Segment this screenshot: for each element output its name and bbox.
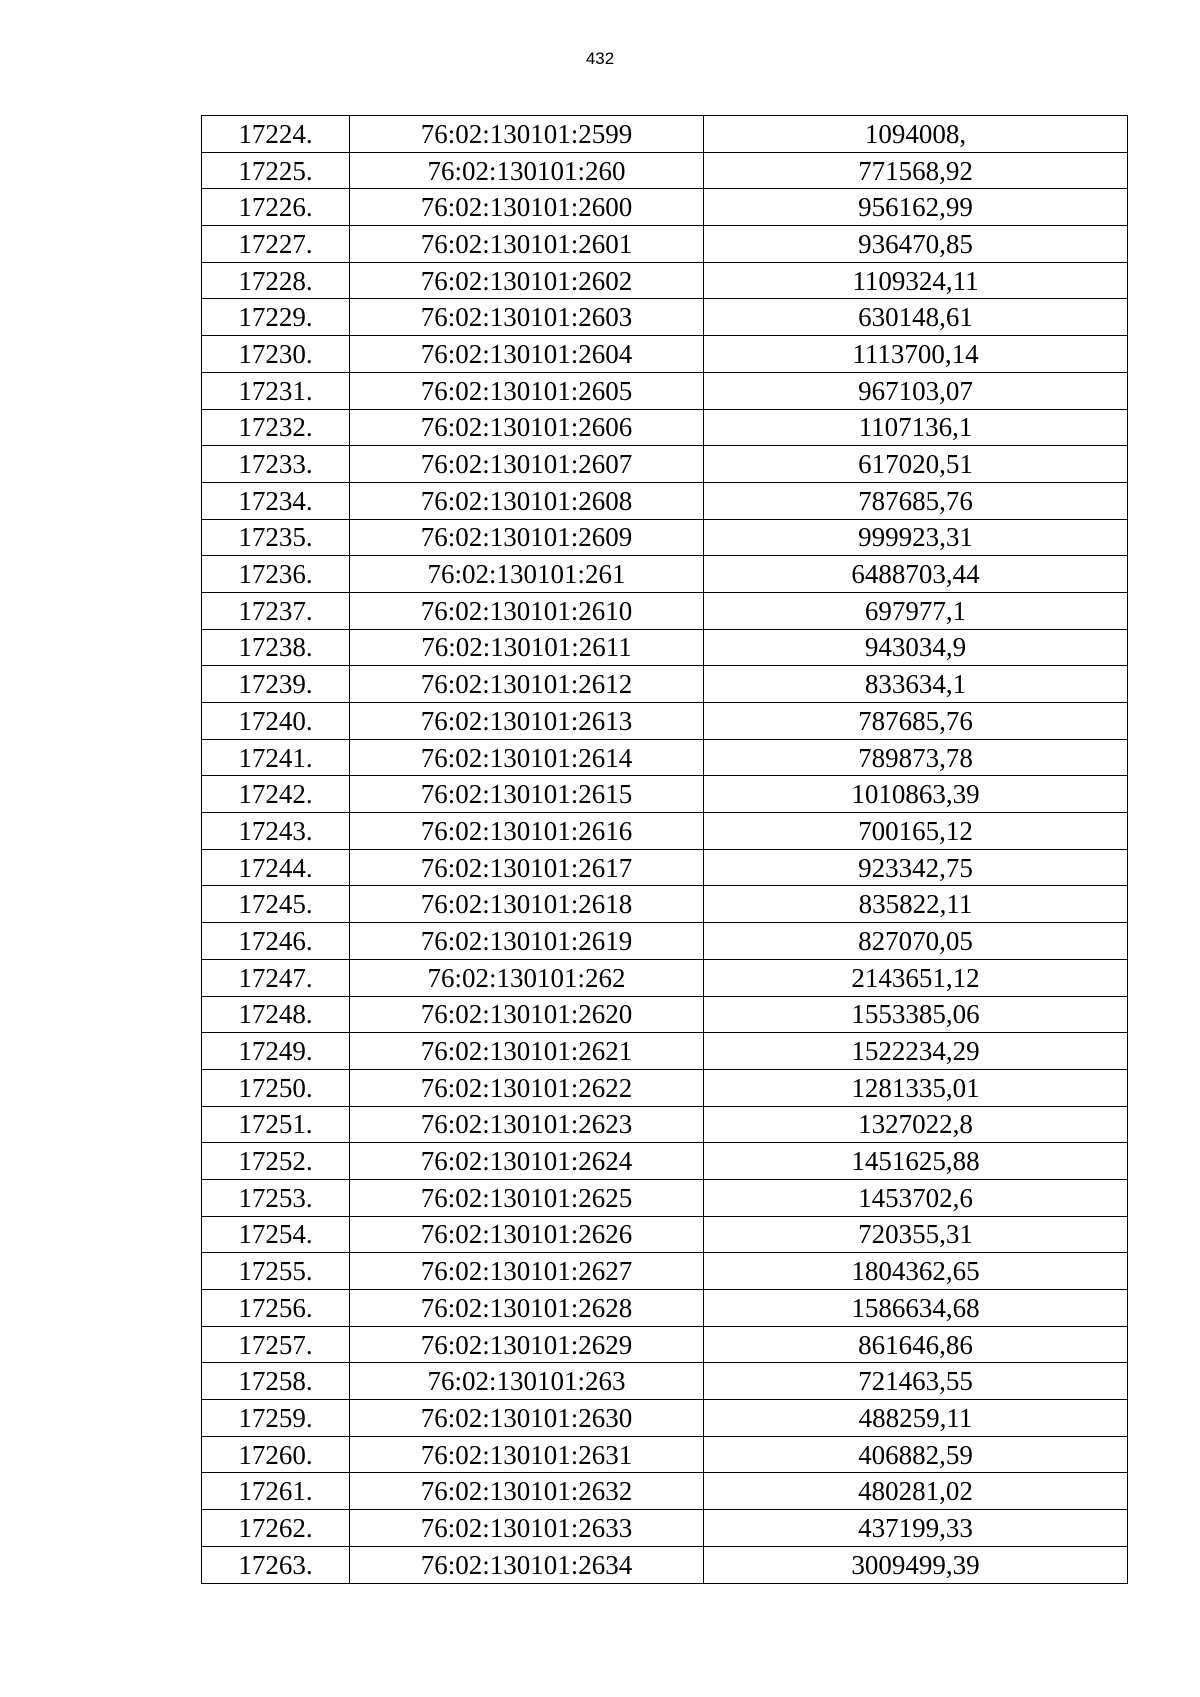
- row-number-cell: 17224.: [202, 116, 350, 153]
- row-number-cell: 17262.: [202, 1510, 350, 1547]
- cadastral-value-cell: 488259,11: [704, 1400, 1128, 1437]
- row-number-cell: 17233.: [202, 446, 350, 483]
- table-row: [202, 482, 1128, 519]
- cadastral-value-cell: 406882,59: [704, 1436, 1128, 1473]
- cadastral-number-cell: 76:02:130101:2609: [350, 519, 704, 556]
- row-number-cell: 17257.: [202, 1326, 350, 1363]
- table-row: [202, 1400, 1128, 1437]
- table-row: [202, 1436, 1128, 1473]
- table-row: [202, 703, 1128, 740]
- cadastral-value-cell: 1107136,1: [704, 409, 1128, 446]
- cadastral-number-cell: 76:02:130101:2599: [350, 116, 704, 153]
- cadastral-value-cell: 1451625,88: [704, 1143, 1128, 1180]
- cadastral-number-cell: 76:02:130101:2618: [350, 886, 704, 923]
- cadastral-value-cell: 943034,9: [704, 629, 1128, 666]
- cadastral-value-cell: 721463,55: [704, 1363, 1128, 1400]
- row-number-cell: 17241.: [202, 739, 350, 776]
- cadastral-number-cell: 76:02:130101:2608: [350, 482, 704, 519]
- cadastral-number-cell: 76:02:130101:2625: [350, 1179, 704, 1216]
- row-number-cell: 17249.: [202, 1033, 350, 1070]
- table-row: [202, 886, 1128, 923]
- cadastral-number-cell: 76:02:130101:2634: [350, 1546, 704, 1583]
- cadastral-number-cell: 76:02:130101:2600: [350, 189, 704, 226]
- row-number-cell: 17234.: [202, 482, 350, 519]
- cadastral-number-cell: 76:02:130101:2616: [350, 813, 704, 850]
- cadastral-value-cell: 1109324,11: [704, 262, 1128, 299]
- table-row: [202, 1326, 1128, 1363]
- cadastral-value-cell: 2143651,12: [704, 959, 1128, 996]
- cadastral-number-cell: 76:02:130101:2624: [350, 1143, 704, 1180]
- page-number: 432: [585, 49, 615, 68]
- cadastral-value-cell: 999923,31: [704, 519, 1128, 556]
- cadastral-value-cell: 630148,61: [704, 299, 1128, 336]
- table-row: [202, 923, 1128, 960]
- cadastral-value-cell: 1453702,6: [704, 1179, 1128, 1216]
- cadastral-value-table: [201, 115, 1128, 1584]
- cadastral-value-cell: 789873,78: [704, 739, 1128, 776]
- row-number-cell: 17246.: [202, 923, 350, 960]
- table-row: [202, 116, 1128, 153]
- cadastral-number-cell: 76:02:130101:260: [350, 152, 704, 189]
- cadastral-value-cell: 833634,1: [704, 666, 1128, 703]
- table-row: [202, 996, 1128, 1033]
- cadastral-number-cell: 76:02:130101:2615: [350, 776, 704, 813]
- row-number-cell: 17242.: [202, 776, 350, 813]
- row-number-cell: 17261.: [202, 1473, 350, 1510]
- cadastral-value-cell: 1113700,14: [704, 336, 1128, 373]
- cadastral-number-cell: 76:02:130101:2613: [350, 703, 704, 740]
- cadastral-value-cell: 835822,11: [704, 886, 1128, 923]
- table-row: [202, 189, 1128, 226]
- cadastral-number-cell: 76:02:130101:261: [350, 556, 704, 593]
- row-number-cell: 17225.: [202, 152, 350, 189]
- table-body: [202, 116, 1128, 1584]
- cadastral-value-cell: 787685,76: [704, 703, 1128, 740]
- table-row: [202, 556, 1128, 593]
- cadastral-number-cell: 76:02:130101:2603: [350, 299, 704, 336]
- table-row: [202, 1033, 1128, 1070]
- row-number-cell: 17243.: [202, 813, 350, 850]
- row-number-cell: 17226.: [202, 189, 350, 226]
- cadastral-number-cell: 76:02:130101:2610: [350, 592, 704, 629]
- table-row: [202, 1546, 1128, 1583]
- cadastral-value-cell: 1586634,68: [704, 1290, 1128, 1327]
- row-number-cell: 17236.: [202, 556, 350, 593]
- cadastral-number-cell: 76:02:130101:2605: [350, 372, 704, 409]
- table-row: [202, 226, 1128, 263]
- cadastral-number-cell: 76:02:130101:2630: [350, 1400, 704, 1437]
- cadastral-value-cell: 437199,33: [704, 1510, 1128, 1547]
- table-row: [202, 1290, 1128, 1327]
- table-row: [202, 1510, 1128, 1547]
- cadastral-value-cell: 1094008,: [704, 116, 1128, 153]
- cadastral-number-cell: 76:02:130101:262: [350, 959, 704, 996]
- cadastral-value-cell: 967103,07: [704, 372, 1128, 409]
- cadastral-number-cell: 76:02:130101:2632: [350, 1473, 704, 1510]
- row-number-cell: 17247.: [202, 959, 350, 996]
- table-row: [202, 372, 1128, 409]
- table-row: [202, 739, 1128, 776]
- cadastral-value-cell: 1804362,65: [704, 1253, 1128, 1290]
- cadastral-number-cell: 76:02:130101:2623: [350, 1106, 704, 1143]
- cadastral-number-cell: 76:02:130101:2604: [350, 336, 704, 373]
- cadastral-number-cell: 76:02:130101:2629: [350, 1326, 704, 1363]
- row-number-cell: 17248.: [202, 996, 350, 1033]
- row-number-cell: 17240.: [202, 703, 350, 740]
- row-number-cell: 17263.: [202, 1546, 350, 1583]
- cadastral-value-cell: 697977,1: [704, 592, 1128, 629]
- cadastral-value-cell: 6488703,44: [704, 556, 1128, 593]
- table-row: [202, 1106, 1128, 1143]
- table-row: [202, 813, 1128, 850]
- table-row: [202, 592, 1128, 629]
- cadastral-number-cell: 76:02:130101:2620: [350, 996, 704, 1033]
- cadastral-number-cell: 76:02:130101:2627: [350, 1253, 704, 1290]
- table-row: [202, 299, 1128, 336]
- cadastral-number-cell: 76:02:130101:2626: [350, 1216, 704, 1253]
- table-row: [202, 1253, 1128, 1290]
- table-row: [202, 336, 1128, 373]
- cadastral-number-cell: 76:02:130101:2602: [350, 262, 704, 299]
- cadastral-number-cell: 76:02:130101:2601: [350, 226, 704, 263]
- cadastral-number-cell: 76:02:130101:2631: [350, 1436, 704, 1473]
- row-number-cell: 17244.: [202, 849, 350, 886]
- cadastral-number-cell: 76:02:130101:2628: [350, 1290, 704, 1327]
- cadastral-number-cell: 76:02:130101:2606: [350, 409, 704, 446]
- cadastral-value-cell: 1522234,29: [704, 1033, 1128, 1070]
- table-row: [202, 959, 1128, 996]
- table-row: [202, 1179, 1128, 1216]
- cadastral-number-cell: 76:02:130101:2621: [350, 1033, 704, 1070]
- cadastral-number-cell: 76:02:130101:2612: [350, 666, 704, 703]
- row-number-cell: 17260.: [202, 1436, 350, 1473]
- table-row: [202, 446, 1128, 483]
- cadastral-value-cell: 771568,92: [704, 152, 1128, 189]
- table-row: [202, 776, 1128, 813]
- cadastral-number-cell: 76:02:130101:263: [350, 1363, 704, 1400]
- cadastral-value-cell: 861646,86: [704, 1326, 1128, 1363]
- cadastral-number-cell: 76:02:130101:2614: [350, 739, 704, 776]
- cadastral-number-cell: 76:02:130101:2622: [350, 1069, 704, 1106]
- row-number-cell: 17228.: [202, 262, 350, 299]
- row-number-cell: 17259.: [202, 1400, 350, 1437]
- row-number-cell: 17231.: [202, 372, 350, 409]
- row-number-cell: 17237.: [202, 592, 350, 629]
- table-row: [202, 629, 1128, 666]
- cadastral-value-cell: 617020,51: [704, 446, 1128, 483]
- row-number-cell: 17227.: [202, 226, 350, 263]
- cadastral-number-cell: 76:02:130101:2633: [350, 1510, 704, 1547]
- table-row: [202, 849, 1128, 886]
- cadastral-value-cell: 1010863,39: [704, 776, 1128, 813]
- table-row: [202, 409, 1128, 446]
- row-number-cell: 17258.: [202, 1363, 350, 1400]
- cadastral-number-cell: 76:02:130101:2617: [350, 849, 704, 886]
- row-number-cell: 17245.: [202, 886, 350, 923]
- cadastral-number-cell: 76:02:130101:2607: [350, 446, 704, 483]
- cadastral-value-cell: 480281,02: [704, 1473, 1128, 1510]
- cadastral-value-cell: 1327022,8: [704, 1106, 1128, 1143]
- cadastral-number-cell: 76:02:130101:2611: [350, 629, 704, 666]
- table-row: [202, 1473, 1128, 1510]
- cadastral-number-cell: 76:02:130101:2619: [350, 923, 704, 960]
- row-number-cell: 17230.: [202, 336, 350, 373]
- cadastral-value-cell: 936470,85: [704, 226, 1128, 263]
- row-number-cell: 17255.: [202, 1253, 350, 1290]
- cadastral-value-cell: 956162,99: [704, 189, 1128, 226]
- row-number-cell: 17238.: [202, 629, 350, 666]
- row-number-cell: 17239.: [202, 666, 350, 703]
- cadastral-value-cell: 720355,31: [704, 1216, 1128, 1253]
- row-number-cell: 17252.: [202, 1143, 350, 1180]
- cadastral-value-cell: 1281335,01: [704, 1069, 1128, 1106]
- row-number-cell: 17232.: [202, 409, 350, 446]
- table-row: [202, 1216, 1128, 1253]
- row-number-cell: 17254.: [202, 1216, 350, 1253]
- cadastral-value-cell: 787685,76: [704, 482, 1128, 519]
- cadastral-value-cell: 700165,12: [704, 813, 1128, 850]
- table-row: [202, 152, 1128, 189]
- cadastral-value-cell: 923342,75: [704, 849, 1128, 886]
- cadastral-value-cell: 827070,05: [704, 923, 1128, 960]
- table-row: [202, 666, 1128, 703]
- table-row: [202, 262, 1128, 299]
- table-row: [202, 1069, 1128, 1106]
- row-number-cell: 17256.: [202, 1290, 350, 1327]
- row-number-cell: 17229.: [202, 299, 350, 336]
- cadastral-value-cell: 3009499,39: [704, 1546, 1128, 1583]
- row-number-cell: 17235.: [202, 519, 350, 556]
- table-row: [202, 519, 1128, 556]
- row-number-cell: 17253.: [202, 1179, 350, 1216]
- table-row: [202, 1143, 1128, 1180]
- row-number-cell: 17251.: [202, 1106, 350, 1143]
- table-row: [202, 1363, 1128, 1400]
- cadastral-value-cell: 1553385,06: [704, 996, 1128, 1033]
- row-number-cell: 17250.: [202, 1069, 350, 1106]
